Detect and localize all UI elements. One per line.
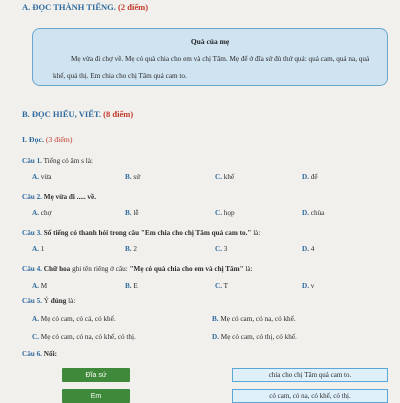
question-number: Câu 5. [22,297,42,305]
question-text: Chữ hoa [43,265,71,273]
question-text-end: là: [243,265,253,273]
match-left-item-1[interactable]: Đĩa sứ [62,368,130,382]
option-letter: A. [32,315,39,323]
option-text: 1 [40,245,45,253]
question-text-mid: ghi tên riêng ở câu: [70,265,130,273]
part-1-title [22,135,72,144]
question-text: Số tiếng có thanh hỏi trong câu [43,229,141,237]
question-6 [22,350,57,358]
option-letter: C. [215,173,222,181]
option-letter: B. [125,282,132,290]
question-quote: "Mẹ có quà chia cho em và chị Tâm" [129,265,244,273]
question-number: Câu 4. [22,265,42,273]
section-b-title [22,109,133,119]
q3-option-a[interactable] [32,245,44,253]
question-3 [22,229,260,237]
question-text-end: là: [251,229,261,237]
option-text: chùa [310,209,325,217]
option-letter: D. [212,333,219,341]
question-text: Nối: [43,350,57,358]
option-text: E [133,282,138,290]
section-b-label: B. ĐỌC HIỂU, VIẾT. [22,109,102,119]
question-quote: "Em chia cho chị Tâm quả cam to." [140,229,252,237]
q1-option-c[interactable] [215,173,234,181]
option-text: v [310,282,315,290]
question-text: Mẹ vừa đi ..... về. [43,193,97,201]
option-letter: D. [302,282,309,290]
option-text: khế [223,173,235,181]
option-text: vừa [40,173,52,181]
option-text: 3 [223,245,228,253]
question-2 [22,193,96,201]
question-text: Tiếng có âm s là: [43,157,93,165]
option-letter: A. [32,245,39,253]
option-text: T [223,282,229,290]
question-1 [22,157,93,165]
option-text: Mẹ có cam, có na, có khế. [220,315,296,323]
option-letter: B. [212,315,219,323]
q2-option-c[interactable] [215,209,235,217]
section-a-title [22,2,148,12]
option-text: để [310,173,318,181]
option-letter: D. [302,245,309,253]
part-1-points: (3 điểm) [45,135,73,144]
option-letter: A. [32,173,39,181]
q2-option-b[interactable] [125,209,139,217]
q5-option-d[interactable] [212,333,297,341]
section-a-points: (2 điểm) [118,2,149,12]
reading-text: Mẹ vừa đi chợ về. Mẹ có quà chia cho em và chị Tâm. Mẹ để ở đĩa sứ đủ thứ quả: quả cam, quả na, quả khế, quả thị. Em chia cho chị Tâm quả cam to. [53,55,370,80]
option-letter: D. [302,173,309,181]
option-text: họp [223,209,235,217]
question-number: Câu 6. [22,350,42,358]
question-5 [22,297,75,305]
q1-option-a[interactable] [32,173,51,181]
match-right-item-1[interactable]: chia cho chị Tâm quả cam to. [232,368,388,382]
option-letter: C. [215,282,222,290]
option-text: 2 [133,245,137,253]
question-number: Câu 2. [22,193,42,201]
option-letter: B. [125,209,132,217]
q4-option-c[interactable] [215,282,228,290]
question-text-end: là: [66,297,76,305]
q2-option-a[interactable] [32,209,51,217]
option-letter: B. [125,245,132,253]
q5-option-b[interactable] [212,315,296,323]
reading-passage-box [32,28,388,86]
q3-option-b[interactable] [125,245,137,253]
q3-option-d[interactable] [302,245,314,253]
part-1-label: I. Đọc. [22,135,44,144]
match-right-item-2[interactable]: có cam, có na, có khế, có thị. [232,389,388,403]
match-left-item-2[interactable]: Em [62,389,130,403]
q1-option-b[interactable] [125,173,140,181]
q4-option-a[interactable] [32,282,47,290]
q5-option-a[interactable] [32,315,116,323]
option-letter: C. [215,245,222,253]
section-a-label: A. ĐỌC THÀNH TIẾNG. [22,2,116,12]
option-text: Mẹ có cam, có cá, có khế. [40,315,116,323]
q1-option-d[interactable] [302,173,318,181]
question-4 [22,265,253,273]
option-letter: C. [32,333,39,341]
reading-title: Quà của mẹ [190,37,230,46]
option-text: Mẹ có cam, có na, có khế, có thị. [40,333,136,341]
option-letter: D. [302,209,309,217]
question-number: Câu 3. [22,229,42,237]
question-number: Câu 1. [22,157,42,165]
option-letter: A. [32,282,39,290]
question-text-bold: đúng [50,297,67,305]
option-text: Mẹ có cam, có thị, có khế. [220,333,297,341]
option-letter: A. [32,209,39,217]
q3-option-c[interactable] [215,245,227,253]
option-letter: C. [215,209,222,217]
q5-option-c[interactable] [32,333,136,341]
option-text: chợ [40,209,52,217]
question-text: Ý [43,297,51,305]
option-text: M [40,282,48,290]
q4-option-d[interactable] [302,282,314,290]
option-letter: B. [125,173,132,181]
section-b-points: (8 điểm) [103,109,134,119]
q4-option-b[interactable] [125,282,138,290]
q2-option-d[interactable] [302,209,324,217]
option-text: sứ [133,173,141,181]
option-text: lễ [133,209,139,217]
option-text: 4 [310,245,315,253]
